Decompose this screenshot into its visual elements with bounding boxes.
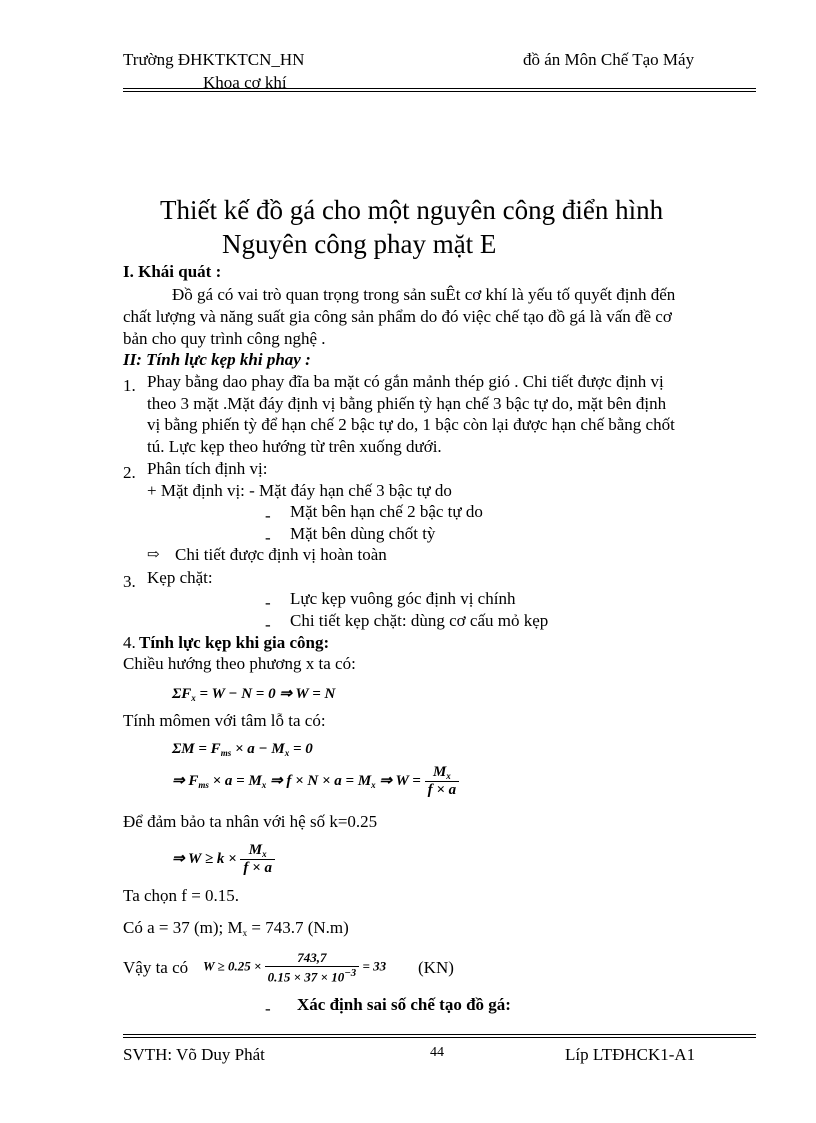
page-title-line2: Nguyên công phay mặt E	[222, 229, 497, 259]
item4-heading: Tính lực kẹp khi gia công:	[139, 633, 330, 652]
item1-line2: theo 3 mặt .Mặt đáy định vị bằng phiến tỳ hạn chế 3 bậc tự do, mặt bên định	[147, 394, 667, 413]
equation-clamp-force-fraction	[425, 764, 460, 799]
fraction-numerator: 743,7	[265, 950, 360, 967]
fraction-denominator: $0.15 \times 37 \times 10^{-3}$	[267, 967, 357, 985]
parameters-text	[123, 918, 349, 938]
header-rule-top	[123, 88, 756, 89]
result-unit: (KN)	[418, 958, 454, 977]
section2-heading: II: Tính lực kẹp khi phay :	[123, 350, 311, 369]
equation-result-fraction	[265, 950, 360, 985]
header-rule-bottom	[123, 91, 756, 92]
direction-text: Chiều hướng theo phương x ta có:	[123, 654, 356, 673]
fraction-numerator: $M_x$	[240, 842, 275, 860]
dash-bullet-icon: -	[265, 615, 271, 634]
item3-heading: Kẹp chặt:	[147, 568, 213, 587]
equation-force-balance: $\Sigma F_x = W - N = 0$ ⇒ W = N	[172, 686, 336, 703]
equation-result	[203, 950, 386, 985]
dash-bullet-icon: -	[265, 999, 271, 1018]
dash-bullet-icon: -	[265, 528, 271, 547]
item2-sub2: Mặt bên hạn chế 2 bậc tự do	[290, 502, 483, 521]
item1-line3: vị bằng phiến tỳ để hạn chế 2 bậc tự do, 1 bậc còn lại được hạn chế bằng chốt	[147, 415, 675, 434]
equation-moment-balance: $\Sigma M = F_{ms} \times a - M_x = 0$	[172, 741, 313, 758]
footer-class: Líp LTĐHCK1-A1	[565, 1045, 696, 1064]
footer-rule-bottom	[123, 1037, 756, 1038]
section1-heading: I. Khái quát :	[123, 262, 222, 281]
item1-line1: Phay bằng dao phay đĩa ba mặt có gắn mảnh thép gió . Chi tiết được định vị	[147, 372, 664, 391]
arrow-bullet-icon: ⇨	[147, 547, 160, 563]
fraction-numerator: $M_x$	[425, 764, 460, 782]
footer-rule-top	[123, 1034, 756, 1035]
safety-factor-text: Để đảm bảo ta nhân với hệ số k=0.25	[123, 812, 378, 831]
item2-heading: Phân tích định vị:	[147, 459, 268, 478]
item3-number: 3.	[123, 572, 136, 591]
department-name: Khoa cơ khí	[203, 73, 287, 92]
section1-para-line1: Đồ gá có vai trò quan trọng trong sản suÊt cơ khí là yếu tố quyết định đến	[172, 285, 676, 304]
item2-sub1: + Mặt định vị: - Mặt đáy hạn chế 3 bậc tự do	[147, 481, 452, 500]
page-number: 44	[430, 1045, 444, 1060]
equation-result-lhs: W ≥ 0.25 ×	[203, 958, 262, 974]
section1-para-line2: chất lượng và năng suất gia công sản phẩm do đó việc chế tạo đồ gá là vấn đề cơ	[123, 307, 672, 326]
school-name: Trường ĐHKTKTCN_HN	[123, 50, 305, 69]
friction-choice-text: Ta chọn f = 0.15.	[123, 886, 240, 905]
moment-text: Tính mômen với tâm lỗ ta có:	[123, 711, 326, 730]
footer-student: SVTH: Võ Duy Phát	[123, 1045, 265, 1064]
equation-result-rhs: = 33	[362, 958, 387, 974]
equation-safety-factor-lhs: ⇒ W ≥ k ×	[172, 850, 237, 867]
section1-para-line3: bản cho quy trình công nghệ .	[123, 329, 326, 348]
item4-number: 4.	[123, 633, 136, 652]
item2-sub3: Mặt bên dùng chốt tỳ	[290, 524, 436, 543]
equation-safety-factor-fraction	[240, 842, 275, 877]
item3-sub2: Chi tiết kẹp chặt: dùng cơ cấu mỏ kẹp	[290, 611, 549, 630]
project-name: đồ án Môn Chế Tạo Máy	[523, 50, 695, 69]
item1-number: 1.	[123, 376, 136, 395]
parameters-text-a: Có a = 37 (m); M	[123, 918, 243, 937]
item3-sub1: Lực kẹp vuông góc định vị chính	[290, 589, 516, 608]
parameters-text-m: = 743.7 (N.m)	[247, 918, 349, 937]
dash-bullet-icon: -	[265, 593, 271, 612]
dash-bullet-icon: -	[265, 506, 271, 525]
fixture-error-heading: Xác định sai số chế tạo đồ gá:	[297, 995, 511, 1014]
item2-conclusion: Chi tiết được định vị hoàn toàn	[175, 545, 387, 564]
page-title-line1: Thiết kế đồ gá cho một nguyên công điển hình	[160, 195, 664, 225]
fraction-denominator: f × a	[243, 860, 272, 876]
item2-number: 2.	[123, 463, 136, 482]
fraction-denominator: f × a	[427, 782, 457, 798]
result-text: Vậy ta có	[123, 958, 189, 977]
parameters-text-sub: x	[242, 928, 248, 938]
equation-clamp-force-lhs: ⇒ $F_{ms} \times a = M_x$ ⇒ $f \times N \times a = M_x$ ⇒ W =	[172, 772, 421, 790]
equation-safety-factor	[172, 842, 275, 877]
equation-clamp-force	[172, 764, 459, 799]
item1-line4: tú. Lực kẹp theo hướng từ trên xuống dưới.	[147, 437, 442, 456]
